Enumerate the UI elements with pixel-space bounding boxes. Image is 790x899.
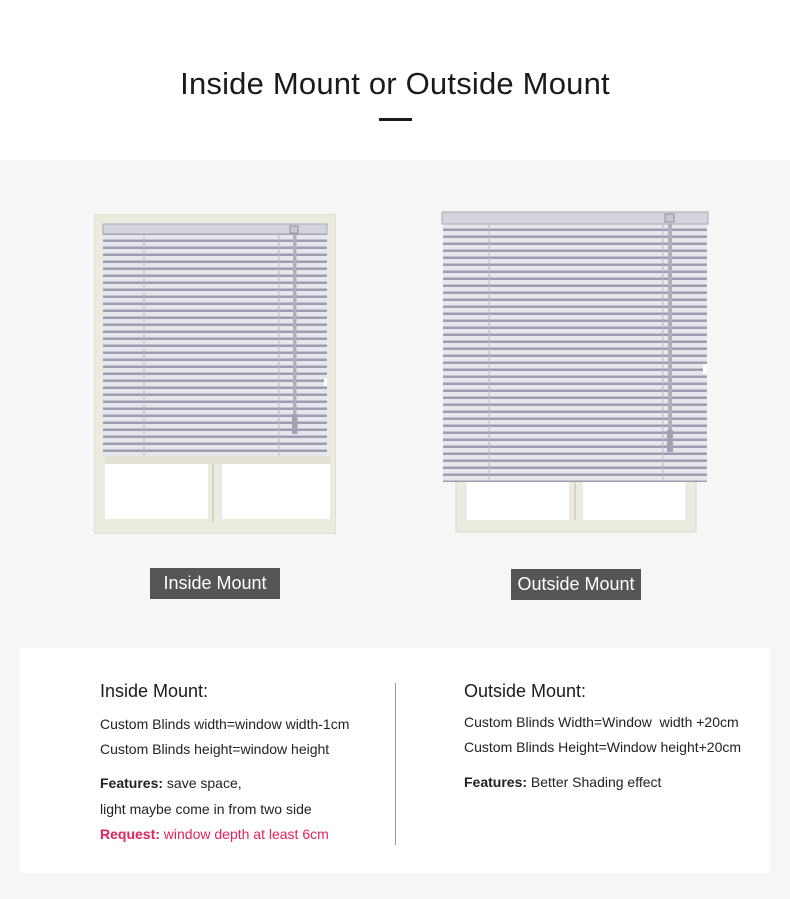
- inside-features: [100, 775, 242, 791]
- outside-features: [464, 774, 661, 790]
- inside-mount-label: Inside Mount: [150, 568, 280, 599]
- tilt-wand: [668, 224, 672, 452]
- tilt-wand: [293, 234, 297, 434]
- request-value: window depth at least 6cm: [159, 826, 329, 842]
- features-value: Better Shading effect: [527, 774, 662, 790]
- outside-height-rule: Custom Blinds Height=Window height+20cm: [464, 739, 742, 755]
- inside-features-line2: light maybe come in from two side: [100, 801, 312, 817]
- inside-height-rule: Custom Blinds height=window height: [100, 741, 330, 757]
- request-key: Request:: [100, 826, 160, 842]
- page-title: Inside Mount or Outside Mount: [180, 66, 610, 101]
- inside-mount-illustration: [94, 214, 336, 534]
- inside-width-rule: Custom Blinds width=window width-1cm: [100, 716, 350, 732]
- outside-mount-label: Outside Mount: [511, 569, 641, 600]
- outside-width-rule: Custom Blinds Width=Window width +20cm: [464, 714, 739, 730]
- card-divider: [395, 683, 396, 845]
- features-key: Features:: [464, 774, 528, 790]
- outside-mount-illustration: [441, 210, 711, 534]
- features-key: Features:: [100, 775, 164, 791]
- features-value: save space,: [163, 775, 242, 791]
- inside-heading: Inside Mount:: [100, 681, 209, 701]
- title-underline: [379, 118, 412, 121]
- inside-request: [100, 826, 329, 842]
- outside-heading: Outside Mount:: [464, 681, 587, 701]
